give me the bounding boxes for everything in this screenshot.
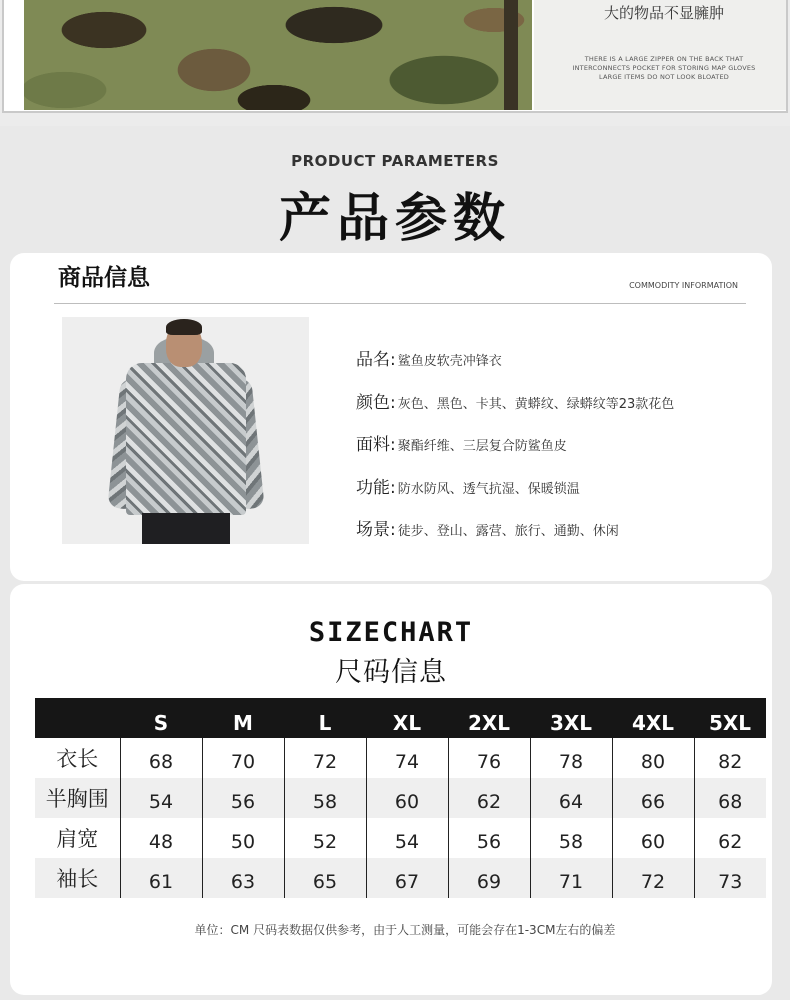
table-cell: 60	[612, 818, 694, 858]
table-cell: 48	[120, 818, 202, 858]
size-header-cell: S	[120, 698, 202, 738]
table-cell: 65	[284, 858, 366, 898]
table-cell: 82	[694, 738, 766, 778]
table-cell: 62	[694, 818, 766, 858]
spec-row-name	[356, 345, 674, 388]
banner-en-line-3: LARGE ITEMS DO NOT LOOK BLOATED	[599, 73, 729, 81]
product-model-photo	[62, 317, 309, 544]
camo-jacket	[126, 363, 246, 515]
model-pants	[142, 513, 230, 544]
spec-label: 颜色:	[356, 392, 396, 413]
top-banner	[0, 0, 790, 126]
spec-row-scene	[356, 515, 674, 558]
spec-value: 灰色、黑色、卡其、黄蟒纹、绿蟒纹等23款花色	[397, 396, 675, 412]
table-cell: 56	[448, 818, 530, 858]
size-header-cell: 4XL	[612, 698, 694, 738]
table-row	[35, 858, 766, 898]
model-hair	[166, 319, 202, 335]
table-cell: 71	[530, 858, 612, 898]
table-cell: 54	[120, 778, 202, 818]
sizechart-cn-heading: 尺码信息	[335, 657, 447, 688]
product-parameters-cn-heading: 产品参数	[278, 189, 511, 249]
row-label: 袖长	[35, 858, 120, 898]
table-cell: 50	[202, 818, 284, 858]
spec-value: 鲨鱼皮软壳冲锋衣	[397, 354, 502, 369]
spec-row-fabric	[356, 430, 674, 473]
table-row	[35, 738, 766, 778]
spec-label: 功能:	[356, 477, 396, 498]
spec-value: 聚酯纤维、三层复合防鲨鱼皮	[397, 439, 567, 454]
table-cell: 67	[366, 858, 448, 898]
size-header-cell: L	[284, 698, 366, 738]
table-cell: 68	[694, 778, 766, 818]
table-cell: 73	[694, 858, 766, 898]
spec-value: 徒步、登山、露营、旅行、通勤、休闲	[397, 524, 619, 539]
size-header-cell: XL	[366, 698, 448, 738]
table-cell: 72	[612, 858, 694, 898]
commodity-info-title: 商品信息	[58, 265, 150, 291]
size-header-cell: 2XL	[448, 698, 530, 738]
table-row	[35, 778, 766, 818]
table-cell: 54	[366, 818, 448, 858]
size-header-cell: 5XL	[694, 698, 766, 738]
table-cell: 56	[202, 778, 284, 818]
spec-label: 场景:	[356, 520, 396, 540]
size-table	[35, 698, 766, 898]
row-label: 肩宽	[35, 818, 120, 858]
table-cell: 78	[530, 738, 612, 778]
table-cell: 64	[530, 778, 612, 818]
spec-row-function	[356, 473, 674, 516]
spec-value: 防水防风、透气抗湿、保暖锁温	[397, 481, 580, 497]
row-label: 半胸围	[35, 778, 120, 818]
banner-en-line-2: INTERCONNECTS POCKET FOR STORING MAP GLOVES	[572, 64, 756, 72]
measurement-note: 单位：CM 尺码表数据仅供参考，由于人工测量，可能会存在1-3CM左右的偏差	[194, 923, 616, 937]
table-cell: 70	[202, 738, 284, 778]
commodity-info-card	[10, 253, 772, 581]
size-header-cell: 3XL	[530, 698, 612, 738]
table-cell: 68	[120, 738, 202, 778]
size-header-cell: M	[202, 698, 284, 738]
table-cell: 52	[284, 818, 366, 858]
commodity-info-en-subtitle: COMMODITY INFORMATION	[629, 281, 738, 290]
size-header-row	[35, 698, 766, 738]
table-cell: 69	[448, 858, 530, 898]
table-cell: 62	[448, 778, 530, 818]
banner-cn-caption: 大的物品不显臃肿	[603, 4, 724, 22]
table-cell: 58	[530, 818, 612, 858]
sizechart-en-heading: SIZECHART	[308, 617, 474, 648]
spec-row-color	[356, 388, 674, 431]
product-parameters-en-heading: PRODUCT PARAMETERS	[291, 152, 499, 170]
table-cell: 63	[202, 858, 284, 898]
zipper-image	[504, 0, 518, 110]
table-cell: 76	[448, 738, 530, 778]
banner-en-line-1: THERE IS A LARGE ZIPPER ON THE BACK THAT	[584, 55, 744, 63]
table-cell: 60	[366, 778, 448, 818]
table-cell: 80	[612, 738, 694, 778]
spec-list	[356, 345, 674, 558]
spec-label: 品名:	[356, 350, 396, 370]
size-header-cell	[35, 698, 120, 738]
camo-jacket-closeup-image	[24, 0, 532, 110]
table-cell: 58	[284, 778, 366, 818]
table-row	[35, 818, 766, 858]
banner-frame	[2, 0, 788, 113]
table-cell: 61	[120, 858, 202, 898]
table-cell: 66	[612, 778, 694, 818]
table-cell: 74	[366, 738, 448, 778]
banner-en-caption	[544, 55, 784, 82]
row-label: 衣长	[35, 738, 120, 778]
table-cell: 72	[284, 738, 366, 778]
divider	[54, 303, 746, 304]
spec-label: 面料:	[356, 435, 396, 455]
